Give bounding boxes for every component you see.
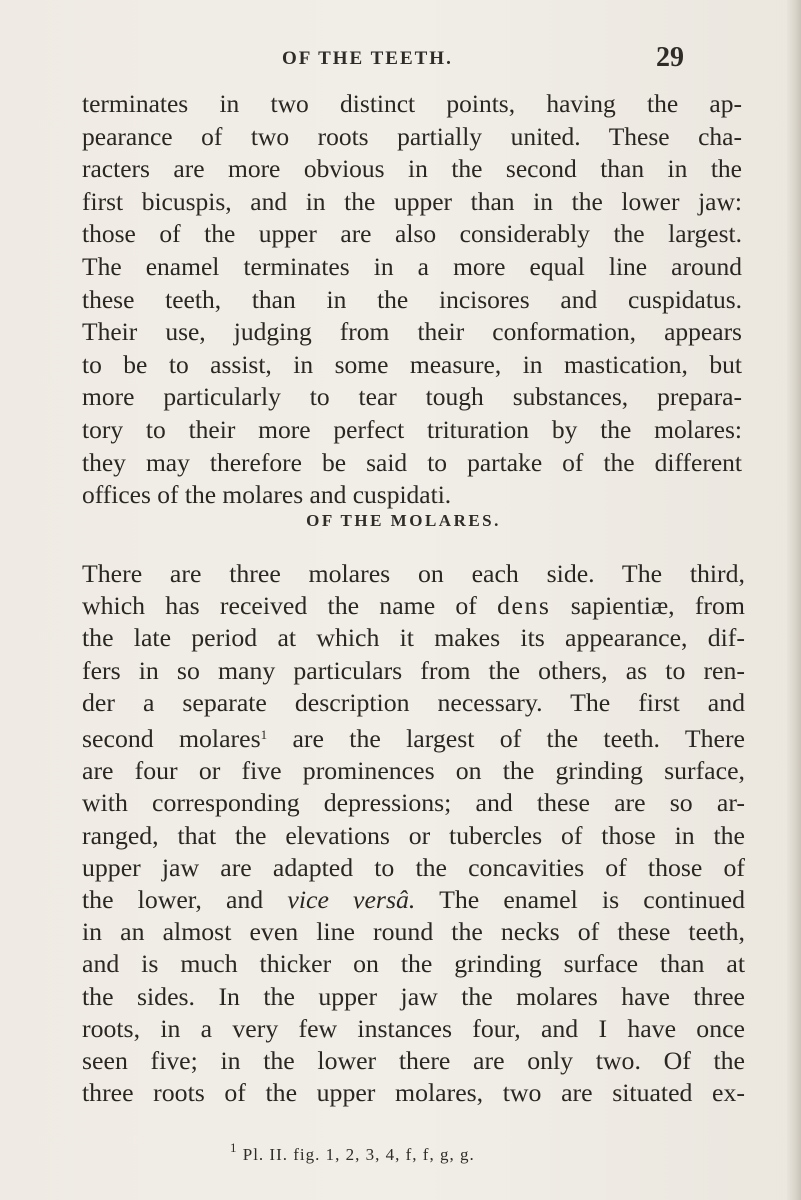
text-fragment: are the largest of the teeth. There [292, 724, 745, 754]
text-line: are four or five prominences on the grinding surface, [82, 756, 745, 786]
text-fragment: which has received the name of [82, 591, 477, 621]
text-line: these teeth, than in the incisores and cuspidatus. [82, 284, 742, 314]
section-heading: OF THE MOLARES. [306, 511, 501, 530]
paragraph-molares [82, 558, 745, 1109]
text-line: tory to their more perfect trituration by the molares: [82, 414, 742, 444]
text-line: upper jaw are adapted to the concavities of those of [82, 852, 745, 882]
text-line: There are three molares on each side. The third, [82, 559, 745, 588]
spaced-term: dens [497, 591, 551, 621]
page-header [0, 42, 801, 76]
text-line: offices of the molares and cuspidati. [82, 480, 452, 510]
text-line: fers in so many particulars from the others, as to ren- [82, 655, 745, 685]
text-line: roots, in a very few instances four, and I have once [82, 1013, 745, 1043]
page-number: 29 [656, 42, 684, 73]
text-line [82, 884, 745, 916]
text-line: those of the upper are also considerably the largest. [82, 219, 742, 249]
text-line: more particularly to tear tough substances, prepara- [82, 382, 742, 412]
text-line: pearance of two roots partially united. These cha- [82, 121, 742, 151]
text-line: terminates in two distinct points, having the ap- [82, 89, 742, 118]
text-fragment: The enamel is continued [439, 885, 746, 915]
footnote-text: Pl. II. fig. 1, 2, 3, 4, f, f, g, g. [242, 1145, 475, 1164]
text-line: The enamel terminates in a more equal line around [82, 251, 742, 281]
footnote [230, 1140, 475, 1165]
text-line: seen five; in the lower there are only two. Of the [82, 1046, 745, 1076]
text-line: with corresponding depressions; and these are so ar- [82, 788, 745, 818]
text-line: to be to assist, in some measure, in mastication, but [82, 349, 742, 379]
text-line: the sides. In the upper jaw the molares have three [82, 981, 745, 1011]
footnote-reference: 1 [260, 727, 268, 743]
running-head: OF THE TEETH. [282, 48, 453, 69]
text-line: in an almost even line round the necks of these teeth, [82, 917, 745, 947]
text-line: racters are more obvious in the second than in the [82, 154, 742, 184]
text-line: the late period at which it makes its appearance, dif- [82, 623, 745, 653]
text-fragment: the lower, and [82, 885, 264, 915]
text-line: first bicuspis, and in the upper than in the lower jaw: [82, 186, 742, 216]
paragraph-bicuspids [82, 88, 742, 512]
text-line [82, 719, 745, 755]
footnote-marker: 1 [230, 1140, 238, 1155]
text-fragment: sapientiæ, from [570, 591, 745, 621]
text-line: three roots of the upper molares, two are situated ex- [82, 1078, 745, 1108]
text-line: they may therefore be said to partake of the different [82, 447, 742, 477]
text-line: and is much thicker on the grinding surface than at [82, 949, 745, 979]
text-line: der a separate description necessary. The first and [82, 687, 745, 717]
text-line: ranged, that the elevations or tubercles of those in the [82, 820, 745, 850]
page-edge-shadow [787, 0, 801, 1200]
italic-phrase: vice versâ. [287, 885, 416, 915]
text-line: Their use, judging from their conformation, appears [82, 317, 742, 347]
text-fragment: second molares [82, 724, 261, 754]
text-line [82, 590, 745, 622]
